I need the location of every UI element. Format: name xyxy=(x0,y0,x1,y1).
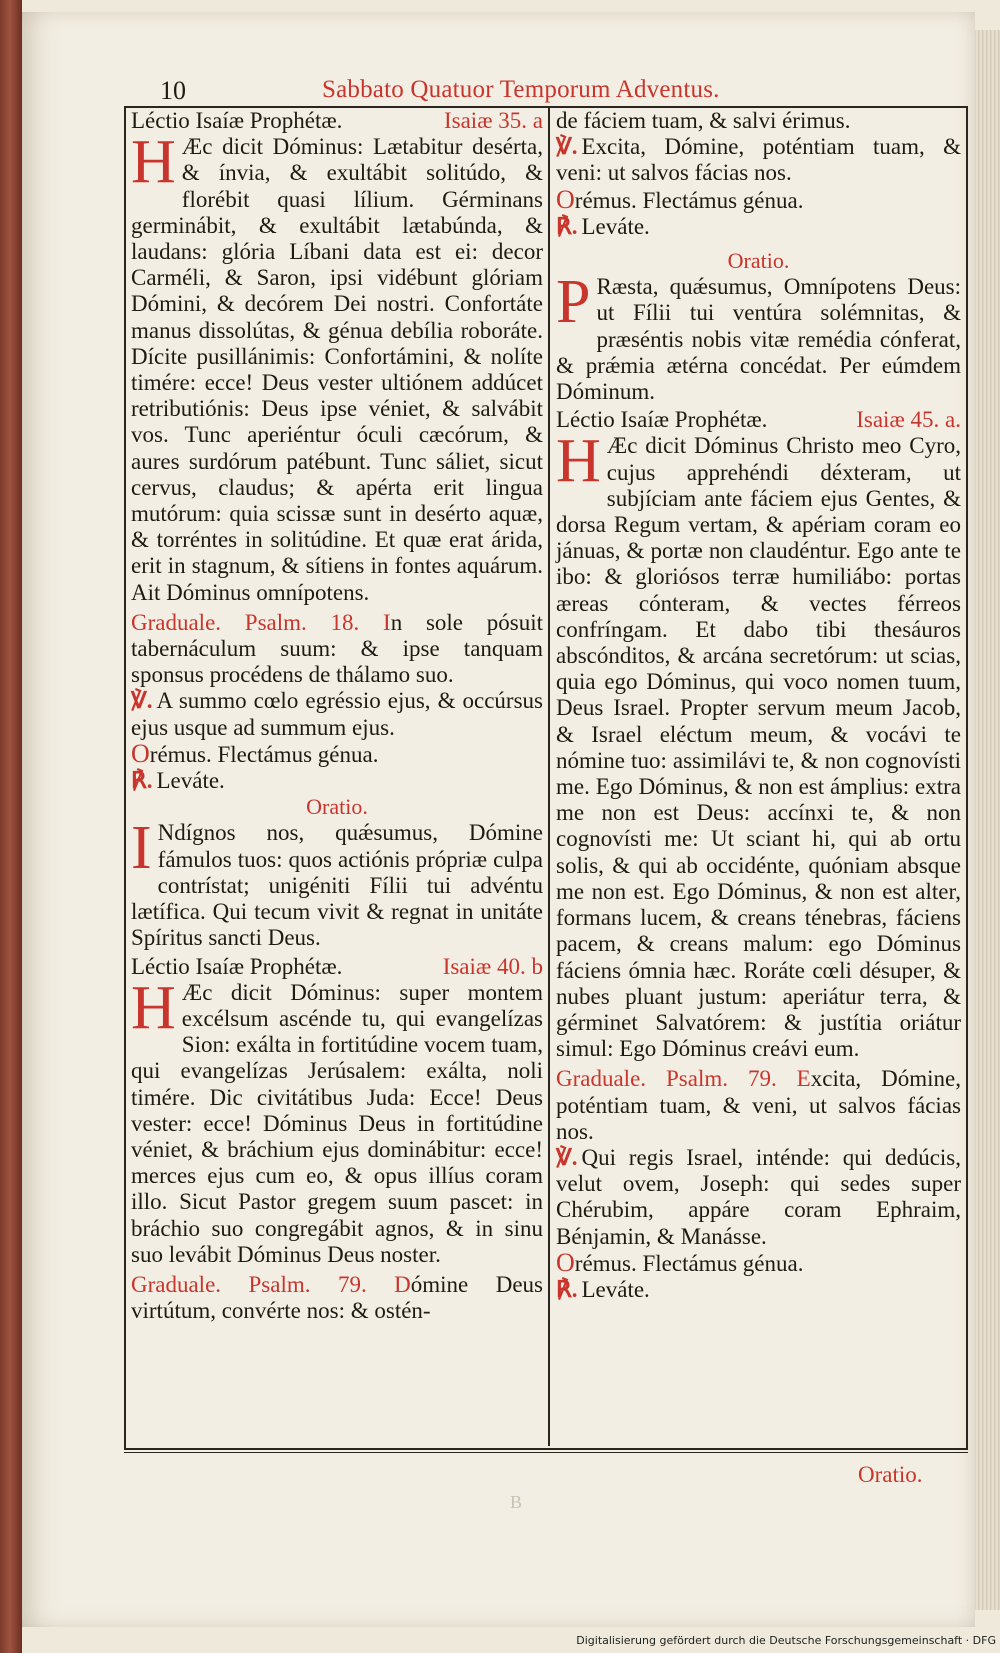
oremus2 xyxy=(556,184,961,214)
oratio1-initial: I xyxy=(131,814,152,883)
versicle2-symbol: ℣. xyxy=(556,134,578,160)
page-edges xyxy=(975,30,1000,1610)
graduale2 xyxy=(131,1272,543,1324)
oratio2-initial: P xyxy=(556,268,591,337)
oratio1-body xyxy=(131,814,543,951)
versicle1-text: A summo cœlo egréssio ejus, & occúrsus ejus usque ad summum ejus. xyxy=(131,688,543,740)
graduale3-label: Graduale. Psalm. 79. E xyxy=(556,1066,811,1092)
oratio2-body xyxy=(556,268,961,405)
graduale2-text: ómine Deus virtútum, convérte nos: & ostén‑ xyxy=(131,1271,543,1324)
lectio2-heading xyxy=(131,954,543,980)
catchword: Oratio. xyxy=(858,1462,923,1487)
oremus3-initial: O xyxy=(556,1247,575,1277)
column-divider xyxy=(548,108,550,1446)
versicle3-symbol: ℣. xyxy=(556,1144,578,1170)
lectio2-body xyxy=(131,973,543,1268)
lectio2-text: Æc dicit Dóminus: super montem excélsum ascénde tu, qui evangelízas Sion: exálta in fortitúdine vocem tuam, qui evangelízas Jerúsalem: exálta, noli timére. Dic civitátibus Juda: Ecce! Deus vester: ecce! Dóminus Deus in fortitúdine véniet, & bráchium ejus dominábitur: ecce! merces ejus cum eo, & opus illíus coram illo. Sicut Pastor gregem suum pascet: in bráchio suo congregábit agnos, & in sinu suo levábit Dóminus Deus noster. xyxy=(131,979,543,1267)
lectio2-reference: Isaiæ 40. b xyxy=(442,953,543,979)
graduale3-text: xcita, Dómine, poténtiam tuam, & veni, ut salvos fácias nos. xyxy=(556,1066,961,1144)
oratio2-heading: Oratio. xyxy=(727,248,790,274)
oremus2-text: rémus. Flectámus génua. xyxy=(574,187,804,213)
lectio2-initial: H xyxy=(131,973,176,1042)
oratio2-text: Ræsta, quǽsumus, Omnípotens Deus: ut Fílii tui ventúra solémnitas, & præséntis nobis vitæ remédia cónferat, & prǽmia ætérna concédat. Per eúmdem Dóminum. xyxy=(556,274,961,405)
right-column xyxy=(556,108,961,1303)
book-binding xyxy=(0,0,22,1653)
page-number: 10 xyxy=(160,76,186,105)
oremus3 xyxy=(556,1247,961,1277)
lectio1-heading xyxy=(131,108,543,134)
versicle2-text: Excita, Dómine, poténtiam tuam, & veni: ut salvos fácias nos. xyxy=(556,134,961,186)
signature-mark: B xyxy=(510,1492,523,1512)
lectio3-reference: Isaiæ 45. a. xyxy=(856,407,961,433)
lectio3-initial: H xyxy=(556,427,601,496)
lectio1-body xyxy=(131,128,543,606)
lectio3-heading xyxy=(556,407,961,433)
response2-text: Leváte. xyxy=(581,213,650,239)
versicle1 xyxy=(131,688,543,740)
lectio1-text: Æc dicit Dóminus: Lætabitur desérta, & ínvia, & exultábit solitúdo, & florébit quasi lílium. Gérminans germinábit, & exultábit lætabúnda, & laudans: glória Líbani data est ei: decor Carméli, & Saron, ipsi vidébunt glóriam Dómini, & decórem Dei nostri. Confortáte manus dissolútas, & génua debília roboráte. Dícite pusillánimis: Confortámini, & nolíte timére: ecce! Deus vester ultiónem addúcet retributiónis: Deus ipse véniet, & salvábit vos. Tunc aperiéntur óculi cæcórum, & aures surdórum patébunt. Tunc sáliet, sicut cervus, claudus; & apérta erit lingua mutórum: quia scissæ sunt in desérto aquæ, & torréntes in solitúdine. Et quæ erat árida, erit in stagnum, & sítiens in fontes aquárum. Ait Dóminus omnípotens. xyxy=(131,134,543,605)
graduale2-label: Graduale. Psalm. 79. D xyxy=(131,1271,411,1297)
oremus2-initial: O xyxy=(556,184,575,214)
oratio1-heading: Oratio. xyxy=(306,794,368,820)
response1 xyxy=(131,768,543,794)
lectio2-title: Léctio Isaíæ Prophétæ. xyxy=(131,953,343,979)
graduale1 xyxy=(131,610,543,689)
versicle3 xyxy=(556,1145,961,1250)
left-column xyxy=(131,108,543,1324)
lectio1-title: Léctio Isaíæ Prophétæ. xyxy=(131,108,343,133)
response1-symbol: ℟. xyxy=(131,768,153,794)
graduale3 xyxy=(556,1066,961,1145)
response3-text: Leváte. xyxy=(581,1276,650,1302)
digitization-credit: Digitalisierung gefördert durch die Deutsche Forschungsgemeinschaft · DFG xyxy=(576,1634,996,1647)
lectio3-text: Æc dicit Dóminus Christo meo Cyro, cujus apprehéndi déxteram, ut subjíciam ante fáciem ejus Gentes, & dorsa Regum vertam, & apériam coram eo jánuas, & portæ non claudéntur. Ego ante te ibo: & gloriósos terræ humiliábo: portas æreas cónteram, & vectes férreos confríngam. Et dabo tibi thesáuros abscónditos, & arcána secretórum: ut scias, quia ego Dóminus, qui voco nomen tuum, Deus Israel. Propter servum meum Jacob, & Israel eléctum meum, & vocávi te nómine tuo: assimilávi te, & non cognovísti me. Ego Dóminus, & non est ámplius: extra me non est Deus: accínxi te, & non cognovísti me: Ut sciant hi, qui ab ortu solis, & qui ab occidénte, quóniam absque me non est. Ego Dóminus, & non est alter, formans lucem, & creans ténebras, fáciens pacem, & creans malum: ego Dóminus fáciens ómnia hæc. Roráte cœli désuper, & nubes pluant justum: aperiátur terra, & gérminet Salvatórem: & justítia oriátur simul: Ego Dóminus creávi eum. xyxy=(556,433,961,1062)
response2 xyxy=(556,214,961,240)
versicle2 xyxy=(556,134,961,186)
response3-symbol: ℟. xyxy=(556,1276,578,1302)
oremus1-text: rémus. Flectámus génua. xyxy=(149,741,379,767)
oremus1-initial: O xyxy=(131,738,150,768)
lectio3-title: Léctio Isaíæ Prophétæ. xyxy=(556,407,768,433)
continuation-text: de fáciem tuam, & salvi érimus. xyxy=(556,108,851,133)
bottom-rule xyxy=(124,1452,968,1453)
lectio1-reference: Isaiæ 35. a xyxy=(443,108,543,133)
versicle3-text: Qui regis Israel, inténde: qui dedúcis, velut ovem, Joseph: qui sedes super Chérubim, appáre coram Ephraim, Bénjamin, & Manásse. xyxy=(556,1144,961,1249)
graduale1-text: n sole pósuit tabernáculum suum: & ipse tanquam sponsus procédens de thálamo suo. xyxy=(131,609,543,688)
response2-symbol: ℟. xyxy=(556,213,578,239)
lectio3-body xyxy=(556,427,961,1062)
running-head: Sabbato Quatuor Temporum Adventus. xyxy=(322,76,720,103)
oremus3-text: rémus. Flectámus génua. xyxy=(574,1250,804,1276)
oremus1 xyxy=(131,738,543,768)
lectio1-initial: H xyxy=(131,128,176,197)
response3 xyxy=(556,1277,961,1303)
response1-text: Leváte. xyxy=(156,768,225,794)
versicle1-symbol: ℣. xyxy=(131,688,153,714)
graduale1-label: Graduale. Psalm. 18. I xyxy=(131,609,391,635)
oratio1-text: Ndígnos nos, quǽsumus, Dómine fámulos tuos: quos actiónis própriæ culpa contrístat; unigéniti Fílii tui advéntu lætífica. Qui tecum vivit & regnat in unitáte Spíritus sancti Deus. xyxy=(131,820,543,951)
